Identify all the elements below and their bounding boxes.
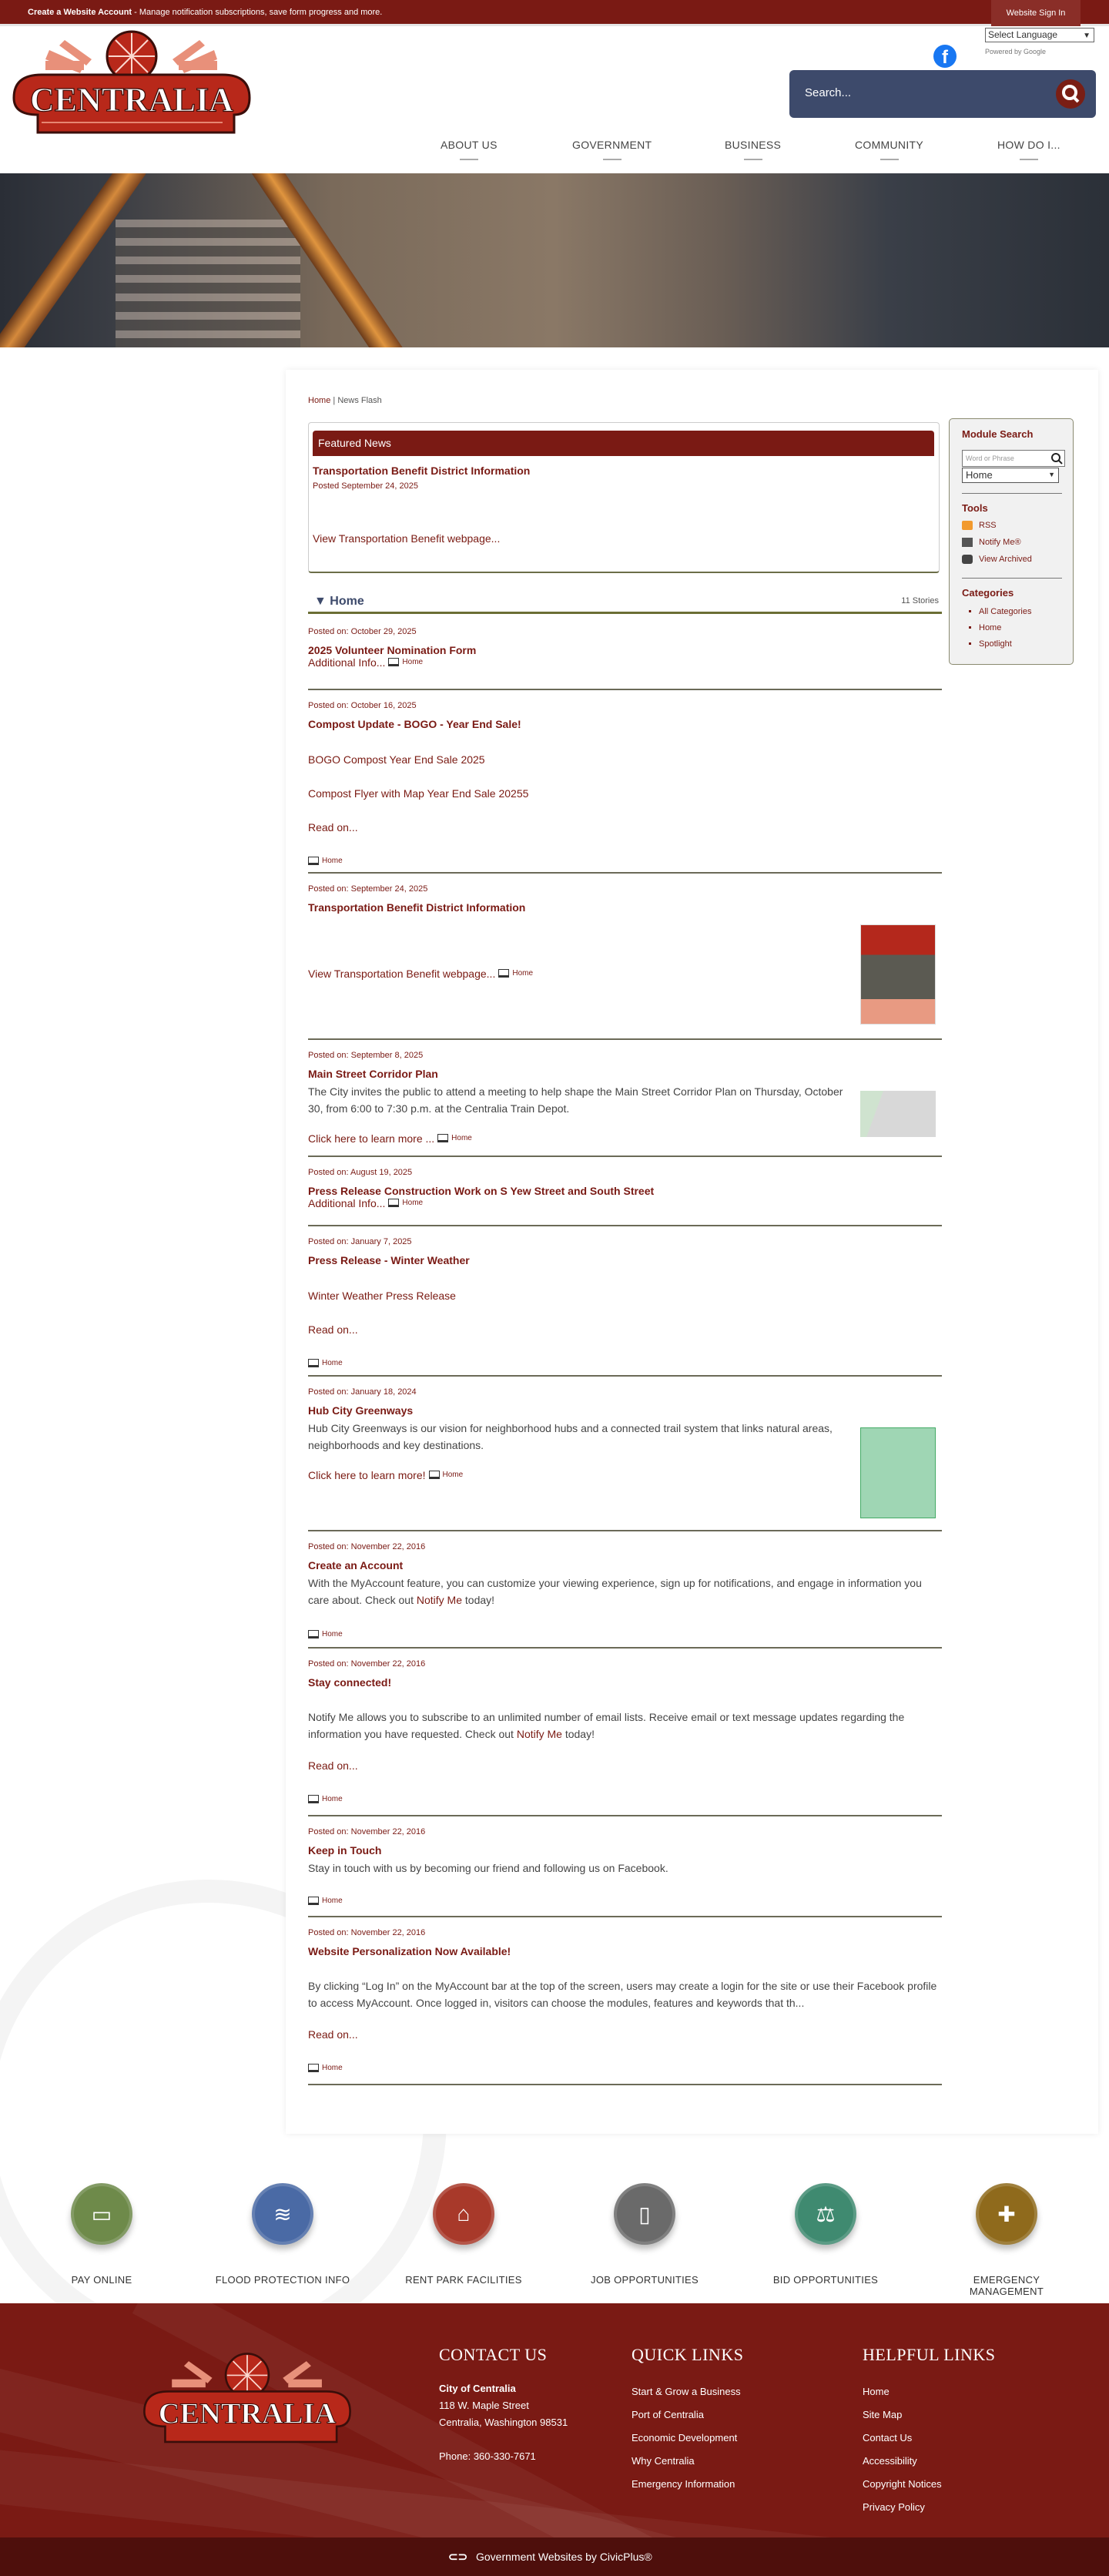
news-title[interactable]: Main Street Corridor Plan <box>308 1068 438 1080</box>
tools-heading: Tools <box>962 502 988 514</box>
news-category[interactable] <box>429 1471 464 1479</box>
tool-rss[interactable] <box>962 521 997 530</box>
news-title[interactable]: Stay connected! <box>308 1676 392 1689</box>
news-link[interactable]: View Transportation Benefit webpage... <box>308 968 496 980</box>
language-select[interactable] <box>985 28 1094 42</box>
create-account-link[interactable] <box>28 8 382 17</box>
news-title[interactable]: Keep in Touch <box>308 1844 382 1857</box>
featured-link[interactable]: View Transportation Benefit webpage... <box>313 532 501 545</box>
news-body <box>308 1575 924 1608</box>
book-icon <box>308 2064 319 2072</box>
nav-how-do-i[interactable] <box>997 139 1060 160</box>
read-on-link[interactable]: Read on... <box>308 1323 358 1336</box>
select-value: Home <box>966 469 993 481</box>
helpful-links-heading: HELPFUL LINKS <box>863 2345 996 2364</box>
featured-title[interactable]: Transportation Benefit District Information <box>313 465 531 477</box>
news-link[interactable]: Click here to learn more! <box>308 1469 426 1481</box>
news-item <box>308 874 942 1040</box>
news-date: Posted on: September 24, 2025 <box>308 884 428 894</box>
news-item <box>308 1377 942 1531</box>
footer-centralia-logo[interactable] <box>140 2351 354 2447</box>
news-link[interactable]: BOGO Compost Year End Sale 2025 <box>308 753 485 766</box>
tool-notify-me[interactable] <box>962 538 1021 547</box>
quick-link-pay-online[interactable] <box>32 2183 171 2286</box>
nav-business[interactable] <box>725 139 781 160</box>
notify-me-link[interactable]: Notify Me <box>516 1728 562 1740</box>
news-body <box>308 1709 940 1742</box>
news-item <box>308 1040 942 1157</box>
footer-link[interactable]: Emergency Information <box>632 2478 735 2490</box>
footer-link[interactable]: Port of Centralia <box>632 2409 704 2420</box>
first-aid-icon: ✚ <box>976 2183 1037 2245</box>
breadcrumb-home[interactable]: Home <box>308 396 331 405</box>
breadcrumb <box>308 396 382 405</box>
quick-link-label: FLOOD PROTECTION INFO <box>215 2274 350 2286</box>
account-description: - Manage notification subscriptions, save form progress and more. <box>132 8 383 17</box>
news-date: Posted on: October 16, 2025 <box>308 701 417 710</box>
story-count: 11 Stories <box>901 596 939 605</box>
book-icon <box>308 857 319 865</box>
news-title[interactable]: Website Personalization Now Available! <box>308 1945 511 1957</box>
news-body: Stay in touch with us by becoming our friend and following us on Facebook. <box>308 1862 668 1874</box>
category-label: Home <box>402 658 424 666</box>
category-label: Home <box>402 1199 424 1207</box>
module-search-input[interactable] <box>962 450 1065 467</box>
news-title[interactable]: Transportation Benefit District Information <box>308 901 526 914</box>
featured-news-header: Featured News <box>313 431 934 456</box>
quick-link-label: BID OPPORTUNITIES <box>772 2274 879 2286</box>
categories-heading: Categories <box>962 587 1014 599</box>
module-search-heading: Module Search <box>962 428 1034 440</box>
book-icon <box>308 1359 319 1367</box>
news-category[interactable] <box>308 1630 343 1639</box>
storefront-icon: ⌂ <box>433 2183 494 2245</box>
category-home[interactable]: ▪ Home <box>979 620 1031 636</box>
footer-contact <box>439 2345 568 2465</box>
news-date: Posted on: November 22, 2016 <box>308 1542 426 1551</box>
contact-heading: CONTACT US <box>439 2345 548 2364</box>
credit-text <box>476 2551 652 2563</box>
address-line: Centralia, Washington 98531 <box>439 2417 568 2428</box>
greenways-map-thumbnail[interactable] <box>860 1427 936 1518</box>
nav-community[interactable] <box>855 139 923 160</box>
category-label: Home <box>322 1897 343 1905</box>
news-title[interactable]: 2025 Volunteer Nomination Form <box>308 644 477 656</box>
notify-me-link[interactable]: Notify Me <box>416 1594 462 1606</box>
quick-links-heading: QUICK LINKS <box>632 2345 744 2364</box>
category-label: Home <box>322 1630 343 1639</box>
address-line: 118 W. Maple Street <box>439 2400 529 2411</box>
transportation-flyer-thumbnail[interactable] <box>860 924 936 1025</box>
breadcrumb-current: News Flash <box>337 396 382 405</box>
featured-date: Posted September 24, 2025 <box>313 481 418 491</box>
quick-link-label: EMERGENCY MANAGEMENT <box>969 2274 1044 2297</box>
news-link[interactable]: Additional Info... <box>308 1197 386 1209</box>
news-category[interactable] <box>308 2064 343 2072</box>
svg-text:CENTRALIA: CENTRALIA <box>29 81 234 119</box>
website-sign-in-button[interactable]: Website Sign In <box>991 0 1081 26</box>
footer-link[interactable]: Site Map <box>863 2409 903 2420</box>
news-item <box>308 690 942 874</box>
search-button[interactable] <box>1056 79 1085 109</box>
news-title[interactable]: Press Release - Winter Weather <box>308 1254 470 1266</box>
breadcrumb-separator: | <box>330 396 338 405</box>
archive-icon <box>962 555 973 564</box>
category-select[interactable] <box>962 468 1059 483</box>
civicplus-link[interactable]: CivicPlus® <box>599 2551 652 2563</box>
category-label: Home <box>322 1359 343 1367</box>
news-title[interactable]: Create an Account <box>308 1559 404 1571</box>
news-category[interactable] <box>308 1359 343 1367</box>
nav-underline <box>744 159 762 160</box>
news-item <box>308 616 942 690</box>
news-item <box>308 1816 942 1917</box>
news-category[interactable] <box>498 969 533 978</box>
category-title <box>314 595 364 609</box>
news-item <box>308 1649 942 1816</box>
news-item <box>308 1917 942 2085</box>
quick-link-label: RENT PARK FACILITIES <box>405 2274 522 2286</box>
credit-bar <box>0 2537 1109 2576</box>
news-category[interactable] <box>308 1795 343 1803</box>
envelope-icon <box>962 538 973 547</box>
org-name: City of Centralia <box>439 2383 516 2394</box>
body-text: Notify Me allows you to subscribe to an unlimited number of email lists. Receive email or text message updates regarding the information you have requested. Check out <box>308 1711 905 1740</box>
news-body: Hub City Greenways is our vision for neighborhood hubs and a connected trail system that links natural areas, neighborhoods and key destinations. <box>308 1422 833 1451</box>
category-header[interactable] <box>308 592 942 614</box>
search-input[interactable]: Search... <box>805 86 852 99</box>
gavel-icon: ⚖ <box>795 2183 856 2245</box>
body-text: With the MyAccount feature, you can customize your viewing experience, sign up for notifications, and engage in information you care about. Check out <box>308 1577 922 1606</box>
nav-label: BUSINESS <box>725 139 782 151</box>
nav-label: COMMUNITY <box>855 139 924 151</box>
nav-underline <box>880 159 899 160</box>
news-item <box>308 1157 942 1226</box>
book-icon <box>429 1471 440 1479</box>
footer-link[interactable]: Economic Development <box>632 2432 738 2444</box>
create-account-label: Create a Website Account <box>28 8 132 17</box>
read-on-link[interactable]: Read on... <box>308 821 358 834</box>
featured-news <box>308 422 940 573</box>
news-title[interactable]: Press Release Construction Work on S Yew Street and South Street <box>308 1185 655 1197</box>
search-placeholder: Word or Phrase <box>966 454 1014 462</box>
nav-underline <box>603 159 622 160</box>
category-name: Home <box>330 595 364 608</box>
chevron-down-icon: ▼ <box>1083 32 1091 40</box>
book-icon <box>308 1795 319 1803</box>
tablet-touch-icon: ▯ <box>614 2183 675 2245</box>
news-date: Posted on: January 7, 2025 <box>308 1237 412 1246</box>
footer-link[interactable]: Copyright Notices <box>863 2478 942 2490</box>
credit-card-icon: ▭ <box>71 2183 132 2245</box>
news-title[interactable]: Hub City Greenways <box>308 1404 414 1417</box>
search-icon[interactable] <box>1050 452 1063 465</box>
credit-prefix: Government Websites by <box>476 2551 600 2563</box>
category-list <box>979 604 1031 652</box>
footer-link[interactable]: Start & Grow a Business <box>632 2386 741 2397</box>
category-all[interactable]: ▪ All Categories <box>979 604 1031 620</box>
category-label: Home <box>322 1795 343 1803</box>
news-date: Posted on: August 19, 2025 <box>308 1168 413 1177</box>
svg-text:CENTRALIA: CENTRALIA <box>158 2397 337 2430</box>
language-select-value: Select Language <box>988 29 1058 40</box>
news-body: The City invites the public to attend a meeting to help shape the Main Street Corridor Plan on Thursday, October 30, from 6:00 to 7:30 p.m. at the Centralia Train Depot. <box>308 1085 843 1115</box>
footer-link[interactable]: Accessibility <box>863 2455 917 2467</box>
news-link[interactable]: Additional Info... <box>308 656 386 669</box>
nav-label: HOW DO I... <box>997 139 1060 151</box>
news-link[interactable]: Winter Weather Press Release <box>308 1290 456 1302</box>
footer-quick-links <box>632 2345 743 2496</box>
news-link[interactable]: Compost Flyer with Map Year End Sale 20255 <box>308 787 529 800</box>
news-date: Posted on: November 22, 2016 <box>308 1659 426 1669</box>
civicplus-icon: ⊂⊃ <box>448 2551 468 2564</box>
category-label: Home <box>512 969 534 978</box>
search-icon <box>1056 79 1085 109</box>
category-spotlight[interactable]: ▪ Spotlight <box>979 636 1031 652</box>
nav-about-us[interactable] <box>441 139 498 160</box>
read-on-link[interactable]: Read on... <box>308 1759 358 1772</box>
footer-link[interactable]: Home <box>863 2386 890 2397</box>
tool-label: View Archived <box>979 555 1032 564</box>
quick-link-bid-opportunities[interactable] <box>756 2183 895 2286</box>
news-item <box>308 1226 942 1377</box>
powered-by-google: Powered by Google <box>985 48 1047 55</box>
news-category[interactable] <box>308 857 343 865</box>
hero-banner-railroad <box>0 173 1109 347</box>
phone: Phone: 360-330-7671 <box>439 2450 536 2462</box>
flood-icon: ≋ <box>252 2183 313 2245</box>
news-category[interactable] <box>308 1897 343 1905</box>
book-icon <box>437 1134 448 1142</box>
category-label: Home <box>442 1471 464 1479</box>
hero-ties <box>116 220 300 347</box>
collapse-arrow-icon: ▼ <box>314 595 327 608</box>
category-label: Home <box>451 1134 472 1142</box>
tool-view-archived[interactable] <box>962 555 1032 564</box>
category-label: Home <box>322 857 343 865</box>
nav-label: ABOUT US <box>441 139 498 151</box>
quick-link-rent-park[interactable] <box>394 2183 533 2286</box>
news-date: Posted on: November 22, 2016 <box>308 1827 426 1836</box>
news-item <box>308 1531 942 1649</box>
footer-link[interactable]: Why Centralia <box>632 2455 695 2467</box>
news-date: Posted on: November 22, 2016 <box>308 1928 426 1937</box>
facebook-icon[interactable]: f <box>933 45 957 68</box>
book-icon <box>308 1630 319 1639</box>
site-search[interactable] <box>789 70 1096 118</box>
book-icon <box>498 969 509 978</box>
book-icon <box>388 658 399 666</box>
nav-underline <box>1020 159 1038 160</box>
news-link[interactable]: Click here to learn more ... <box>308 1132 435 1145</box>
news-date: Posted on: January 18, 2024 <box>308 1387 417 1397</box>
quick-link-emergency-management[interactable] <box>937 2183 1076 2297</box>
body-text: today! <box>462 1594 495 1606</box>
quick-link-flood-protection[interactable] <box>213 2183 352 2286</box>
corridor-map-thumbnail[interactable] <box>860 1091 936 1137</box>
account-bar <box>0 0 1109 26</box>
footer-link[interactable]: Contact Us <box>863 2432 913 2444</box>
module-sidebar <box>949 418 1074 665</box>
read-on-link[interactable]: Read on... <box>308 2028 358 2041</box>
news-category[interactable] <box>388 658 423 666</box>
book-icon <box>308 1897 319 1905</box>
divider <box>962 578 1062 579</box>
divider <box>962 493 1062 494</box>
book-icon <box>388 1199 399 1207</box>
tool-label: Notify Me® <box>979 538 1021 547</box>
tool-label: RSS <box>979 521 997 530</box>
news-title[interactable]: Compost Update - BOGO - Year End Sale! <box>308 718 521 730</box>
nav-label: GOVERNMENT <box>572 139 652 151</box>
chevron-down-icon: ▼ <box>1048 471 1055 478</box>
news-category[interactable] <box>437 1134 472 1142</box>
news-date: Posted on: October 29, 2025 <box>308 627 417 636</box>
quick-link-label: JOB OPPORTUNITIES <box>591 2274 699 2286</box>
nav-government[interactable] <box>572 139 652 160</box>
quick-link-label: PAY ONLINE <box>71 2274 132 2286</box>
nav-underline <box>460 159 478 160</box>
news-category[interactable] <box>388 1199 423 1207</box>
category-label: Home <box>322 2064 343 2072</box>
body-text: today! <box>561 1728 595 1740</box>
rss-icon <box>962 521 973 530</box>
news-body: By clicking “Log In” on the MyAccount bar at the top of the screen, users may create a login for the site or use their Facebook profile to access MyAccount. Once logged in, visitors can choose the modules, features and keywords that th... <box>308 1980 937 2009</box>
footer-helpful-links <box>863 2345 996 2519</box>
quick-link-job-opportunities[interactable] <box>575 2183 714 2286</box>
centralia-logo[interactable] <box>11 29 253 138</box>
news-date: Posted on: September 8, 2025 <box>308 1051 424 1060</box>
footer-link[interactable]: Privacy Policy <box>863 2501 925 2513</box>
